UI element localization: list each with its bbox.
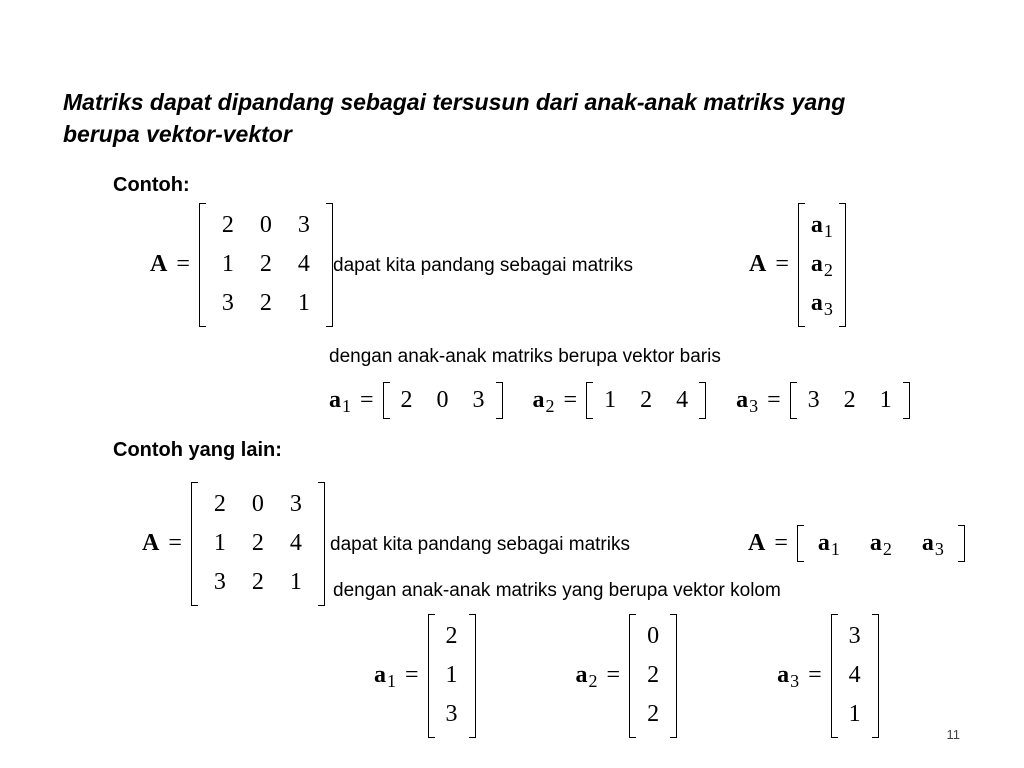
vector-entry: 0 xyxy=(436,386,449,413)
page-number: 11 xyxy=(946,727,960,742)
matrix-entry: 2 xyxy=(251,530,264,556)
equals-sign: = xyxy=(360,386,374,413)
vector-label xyxy=(810,212,833,241)
vector-symbol: a xyxy=(810,251,823,277)
partition-entry xyxy=(811,290,833,317)
row-vector-equation xyxy=(329,383,503,417)
example1-row-partition xyxy=(749,204,846,325)
vector-symbol: a xyxy=(532,386,545,413)
slide-title: Matriks dapat dipandang sebagai tersusun dari anak-anak matriks yang berupa vektor-vektor xyxy=(63,89,846,147)
example2-heading: Contoh yang lain: xyxy=(113,439,282,461)
vector-label xyxy=(777,662,799,689)
vector-entry: 2 xyxy=(647,701,660,727)
column-vector-equation xyxy=(374,615,476,736)
matrix-3x3 xyxy=(199,204,333,325)
vector-entry: 1 xyxy=(848,701,861,727)
matrix-entry: 1 xyxy=(289,569,302,595)
matrix-symbol: A xyxy=(142,530,160,556)
matrix-entry: 1 xyxy=(213,530,226,556)
matrix-entry: 2 xyxy=(213,491,226,517)
partition-entry xyxy=(922,530,944,557)
example1-heading: Contoh: xyxy=(113,174,190,196)
equals-sign: = xyxy=(808,662,822,688)
matrix-entry: 2 xyxy=(259,251,272,277)
column-vector-row xyxy=(797,526,965,560)
row-vector-stack xyxy=(798,204,846,325)
vector-label xyxy=(576,662,598,689)
column-vector-matrix xyxy=(428,615,476,736)
vector-symbol: a xyxy=(575,662,588,688)
matrix-entry: 3 xyxy=(297,212,310,238)
matrix-entry: 3 xyxy=(289,491,302,517)
vector-label xyxy=(869,529,892,559)
vector-symbol: a xyxy=(777,662,790,688)
vector-symbol: a xyxy=(374,662,386,688)
matrix-entry: 1 xyxy=(297,290,310,316)
vector-label xyxy=(817,529,840,559)
example2-column-partition xyxy=(748,526,965,560)
example2-matrix-equation xyxy=(142,483,325,604)
matrix-entry: 0 xyxy=(251,491,264,517)
row-vector-matrix xyxy=(586,383,706,417)
vector-symbol: a xyxy=(736,386,749,413)
partition-entry xyxy=(818,530,840,557)
matrix-entry: 2 xyxy=(251,569,264,595)
equals-sign: = xyxy=(767,386,781,413)
vector-subscript: 3 xyxy=(934,538,944,559)
column-vector-equation xyxy=(576,615,678,736)
matrix-entry: 1 xyxy=(221,251,234,277)
vector-symbol: a xyxy=(810,212,823,238)
row-vectors-line xyxy=(329,383,910,417)
vector-label xyxy=(533,387,555,414)
vector-entry: 2 xyxy=(640,386,653,413)
vector-entry: 4 xyxy=(848,662,861,688)
vector-entry: 3 xyxy=(807,386,820,413)
vector-entry: 3 xyxy=(445,701,458,727)
matrix-entry: 4 xyxy=(297,251,310,277)
vector-subscript: 3 xyxy=(749,395,759,416)
vector-label xyxy=(329,387,351,414)
vector-subscript: 2 xyxy=(823,260,833,280)
column-vector-matrix xyxy=(629,615,677,736)
partition-entry xyxy=(870,530,892,557)
vector-entry: 3 xyxy=(472,386,485,413)
vector-label xyxy=(810,290,833,319)
matrix-entry: 2 xyxy=(221,212,234,238)
vector-subscript: 1 xyxy=(823,221,833,241)
matrix-entry: 4 xyxy=(289,530,302,556)
matrix-entry: 0 xyxy=(259,212,272,238)
vector-entry: 3 xyxy=(848,623,861,649)
vector-symbol: a xyxy=(817,529,830,556)
vector-entry: 4 xyxy=(676,386,689,413)
example1-matrix-equation xyxy=(150,204,333,325)
vector-subscript: 1 xyxy=(387,671,396,691)
vector-entry: 1 xyxy=(604,386,617,413)
vector-subscript: 3 xyxy=(790,671,800,691)
matrix-entry: 3 xyxy=(213,569,226,595)
matrix-3x3 xyxy=(191,483,325,604)
vector-entry: 0 xyxy=(647,623,660,649)
vector-symbol: a xyxy=(810,290,823,316)
vector-subscript: 2 xyxy=(588,671,598,691)
equals-sign: = xyxy=(405,662,419,688)
vector-label xyxy=(921,529,944,559)
matrix-symbol: A xyxy=(150,251,168,277)
matrix-symbol: A xyxy=(748,529,766,556)
equals-sign: = xyxy=(168,530,182,556)
equals-sign: = xyxy=(563,386,578,413)
equals-sign: = xyxy=(775,251,789,277)
vector-symbol: a xyxy=(869,529,882,556)
example1-note-rows: dengan anak-anak matriks berupa vektor baris xyxy=(329,346,721,367)
equals-sign: = xyxy=(606,662,621,688)
equals-sign: = xyxy=(774,529,788,556)
vector-subscript: 3 xyxy=(823,299,833,319)
row-vector-matrix xyxy=(790,383,910,417)
vector-label xyxy=(374,662,396,689)
vector-symbol: a xyxy=(329,386,341,413)
column-vector-equation xyxy=(777,615,879,736)
matrix-entry: 3 xyxy=(221,290,234,316)
equals-sign: = xyxy=(176,251,190,277)
vector-subscript: 1 xyxy=(342,395,351,416)
vector-label xyxy=(736,387,758,414)
vector-entry: 2 xyxy=(400,386,413,413)
vector-symbol: a xyxy=(921,529,934,556)
example1-note-view: dapat kita pandang sebagai matriks xyxy=(333,255,633,276)
vector-entry: 1 xyxy=(445,662,458,688)
row-vector-equation xyxy=(533,383,707,417)
column-vectors-line xyxy=(374,615,879,736)
partition-entry xyxy=(811,212,833,239)
row-vector-equation xyxy=(736,383,910,417)
vector-label xyxy=(810,251,833,280)
partition-entry xyxy=(811,251,833,278)
matrix-symbol: A xyxy=(749,251,767,277)
vector-subscript: 2 xyxy=(545,395,555,416)
example2-note-view: dapat kita pandang sebagai matriks xyxy=(330,534,630,555)
vector-subscript: 2 xyxy=(882,538,892,559)
example2-note-cols: dengan anak-anak matriks yang berupa vektor kolom xyxy=(333,580,781,601)
vector-subscript: 1 xyxy=(830,538,840,559)
vector-entry: 2 xyxy=(647,662,660,688)
vector-entry: 1 xyxy=(879,386,892,413)
column-vector-matrix xyxy=(831,615,879,736)
matrix-entry: 2 xyxy=(259,290,272,316)
vector-entry: 2 xyxy=(843,386,856,413)
vector-entry: 2 xyxy=(445,623,458,649)
row-vector-matrix xyxy=(383,383,503,417)
